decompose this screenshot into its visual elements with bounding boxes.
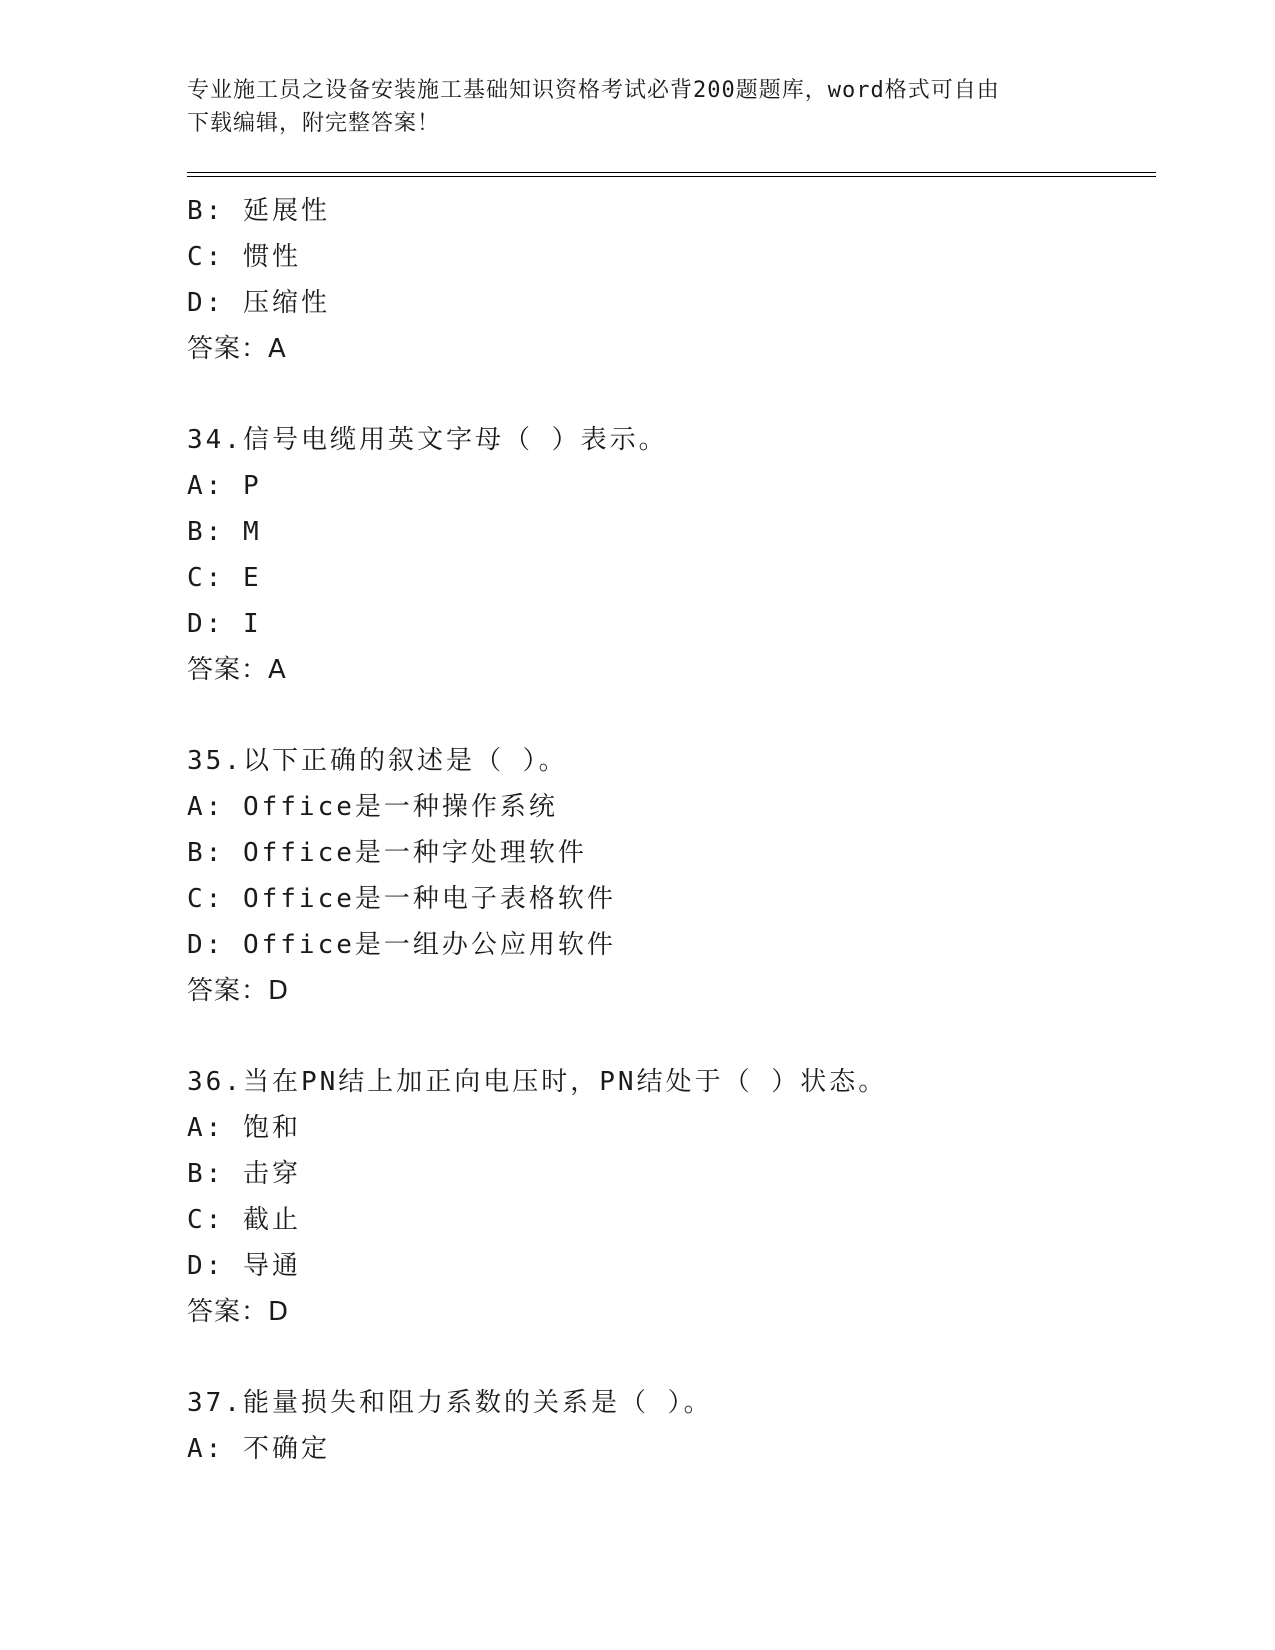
option-c: C: 截止: [187, 1205, 301, 1235]
question-34: [187, 417, 1156, 693]
answer-line: 答案：D: [187, 1297, 290, 1327]
question-36: [187, 1059, 1156, 1335]
question-37: [187, 1380, 1156, 1472]
header-rule-top: [187, 172, 1156, 173]
option-c: C: Office是一种电子表格软件: [187, 884, 616, 914]
question-33-continued: [187, 188, 1156, 372]
option-d: D: I: [187, 609, 262, 639]
header-rule-bottom: [187, 176, 1156, 177]
question-stem: 34.信号电缆用英文字母（ ）表示。: [187, 425, 668, 455]
question-stem: 35.以下正确的叙述是（ ）。: [187, 746, 568, 776]
option-d: D: 压缩性: [187, 288, 330, 318]
question-stem: 37.能量损失和阻力系数的关系是（ ）。: [187, 1388, 713, 1418]
option-d: D: 导通: [187, 1251, 301, 1281]
option-c: C: E: [187, 563, 262, 593]
option-c: C: 惯性: [187, 242, 301, 272]
option-a: A: 不确定: [187, 1434, 330, 1464]
question-35: [187, 738, 1156, 1014]
option-a: A: 饱和: [187, 1113, 301, 1143]
question-list: [187, 188, 1156, 1472]
option-a: A: P: [187, 471, 262, 501]
header-line-1: 专业施工员之设备安装施工基础知识资格考试必背200题题库，word格式可自由: [187, 78, 1000, 103]
option-b: B: M: [187, 517, 262, 547]
question-stem: 36.当在PN结上加正向电压时，PN结处于（ ）状态。: [187, 1067, 888, 1097]
option-b: B: 击穿: [187, 1159, 301, 1189]
answer-line: 答案：D: [187, 976, 290, 1006]
document-header: [187, 74, 1087, 140]
answer-line: 答案：A: [187, 655, 287, 685]
option-d: D: Office是一组办公应用软件: [187, 930, 616, 960]
header-line-2: 下载编辑，附完整答案！: [187, 111, 441, 136]
option-b: B: 延展性: [187, 196, 330, 226]
answer-line: 答案：A: [187, 334, 287, 364]
option-b: B: Office是一种字处理软件: [187, 838, 587, 868]
option-a: A: Office是一种操作系统: [187, 792, 558, 822]
